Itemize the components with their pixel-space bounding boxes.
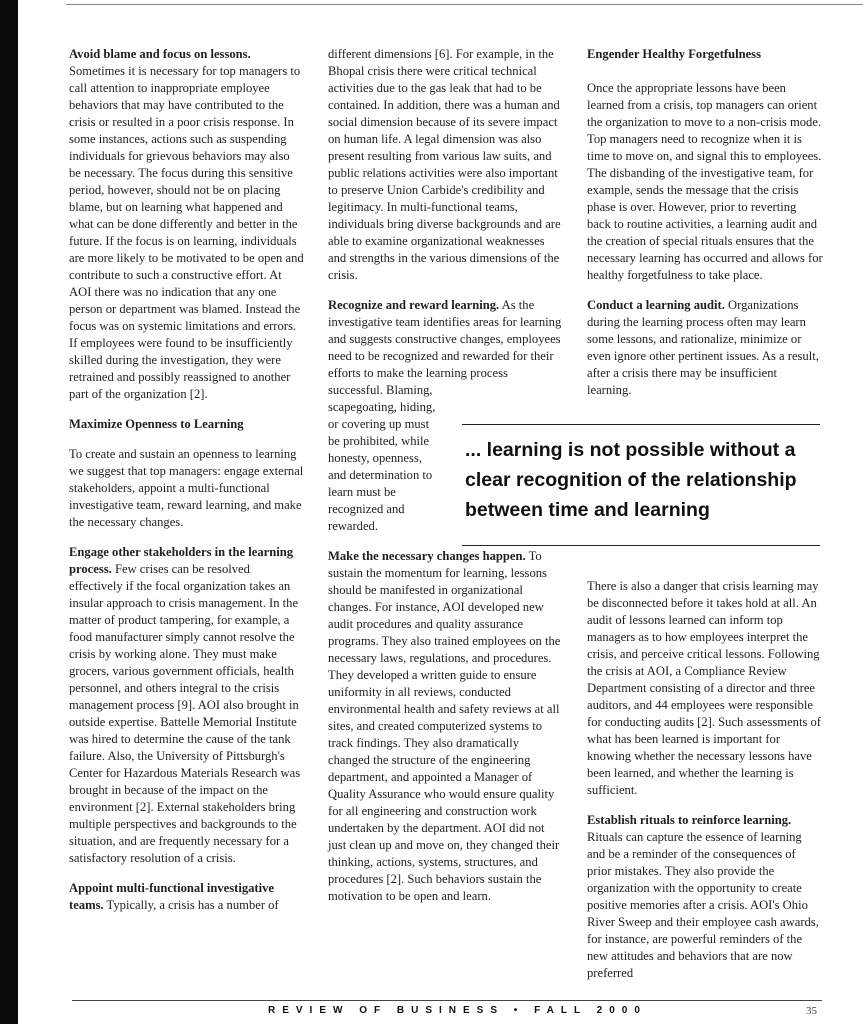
paragraph-openness: To create and sustain an openness to learning we suggest that top managers: engage external stakeholders, appoint a multi-functional investigative team, reward learning, and make the necessary changes. xyxy=(69,447,304,529)
top-rule xyxy=(66,4,863,5)
paragraph-text: To sustain the momentum for learning, lessons should be manifested in organizational changes. For instance, AOI developed new audit procedures and quality assurance programs. They also trained employees on the necessary laws, regulations, and procedures. They developed a written guide to ensure uniformity in all reviews, conducted environmental health and safety reviews at all sites, and created computerized systems to track findings. They also dramatically changed the structure of the engineering department, and appointed a Manager of Quality Assurance who would ensure quality for all engineering and construction work undertaken by the department. AOI did not just clean up and move on, they changed their thinking, actions, systems, structures, and procedures [2]. Such behaviors sustain the motivation to be open and learn. xyxy=(328,549,561,903)
paragraph-learning-audit xyxy=(587,297,823,399)
run-in-heading: Establish rituals to reinforce learning. xyxy=(587,813,792,827)
pull-quote-text: ... learning is not possible without a clear recognition of the relationship between time and learning xyxy=(465,439,797,521)
page-number: 35 xyxy=(806,1005,817,1017)
paragraph-text: Few crises can be resolved effectively if the focal organization takes an insular approach to crisis management. In the matter of product tampering, for example, a food manufacturer simply cannot resolve the crisis by working alone. They must make grocers, various government officials, health personnel, and others integral to the crisis management process [9]. AOI also brought in outside expertise. Battelle Memorial Institute was hired to determine the cause of the tank failure. Also, the University of Pittsburgh's Center for Hazardous Materials Research was brought in because of the impact on the environment [2]. External stakeholders bring multiple perspectives and backgrounds to the situation, and are frequently necessary for a satisfactory resolution of a crisis. xyxy=(69,562,301,865)
paragraph-text: Rituals can capture the essence of learning and be a reminder of the consequences of prior mistakes. They also provide the organization with the opportunity to create positive memories after a crisis. AOI's Ohio River Sweep and their employee cash awards, for instance, are powerful reminders of the new attitudes and behaviors that are now preferred xyxy=(587,830,819,980)
paragraph-dimensions: different dimensions [6]. For example, in the Bhopal crisis there were critical technical activities due to the gas leak that had to be contained. In addition, there was a human and social dimension because of its severe impact on human life. A legal dimension was also present resulting from various law suits, and public relations activities were also important to preserve Union Carbide's credibility and legitimacy. In multi-functional teams, individuals bring diverse backgrounds and are able to examine organizational weaknesses and strengths in the various dimensions of the crisis. xyxy=(328,47,561,282)
paragraph-forgetfulness: Once the appropriate lessons have been learned from a crisis, top managers can orient the organization to move to a non-crisis mode. Top managers need to recognize when it is time to move on, and signal this to employees. The disbanding of the investigative team, for example, sends the message that the crisis phase is over. However, prior to reverting back to routine activities, a learning audit and the creation of special rituals ensures that the necessary learning has occurred and allows for healthy forgetfulness to take place. xyxy=(587,81,823,282)
run-in-heading: Recognize and reward learning. xyxy=(328,298,500,312)
column-1 xyxy=(69,46,304,914)
section-heading: Engender Healthy Forgetfulness xyxy=(587,47,761,61)
run-in-heading: Engage other stakeholders in the learning process. xyxy=(69,545,294,576)
footer-rule xyxy=(72,1000,822,1001)
run-in-heading: Avoid blame and focus on lessons. xyxy=(69,47,251,61)
run-in-heading: Conduct a learning audit. xyxy=(587,298,725,312)
paragraph-text: As the investigative team identifies areas for learning and suggests constructive changes, employees need to be recognized and rewarded for their efforts to make the learning process xyxy=(328,298,562,380)
paragraph-investigative-teams xyxy=(69,880,304,914)
paragraph-avoid-blame xyxy=(69,46,304,403)
paragraph-changes xyxy=(328,548,563,905)
paragraph-rituals xyxy=(587,812,823,982)
paragraph-text: Sometimes it is necessary for top managers to call attention to inappropriate employee behaviors that may have contributed to the crisis or resulted in a poor crisis response. In some instances, actions such as suspending individuals for grievous behaviors may also be necessary. The focus during this sensitive period, however, should not be on placing blame, but on learning what happened and what can be done differently and better in the future. If the focus is on learning, individuals are more likely to be motivated to be open and contribute to such a constructive effort. At AOI there was no indication that any one person or department was blamed. Instead the focus was on systemic limitations and errors. If employees were found to be insufficiently skilled during the investigation, they were retrained and possibly reassigned to another part of the organization [2]. xyxy=(69,64,304,401)
paragraph-reward-continued: successful. Blaming, scapegoating, hiding, or covering up must be prohibited, while honesty, openness, and determination to learn must be recognized and rewarded. xyxy=(328,383,436,533)
paragraph-stakeholders xyxy=(69,544,304,867)
section-heading: Maximize Openness to Learning xyxy=(69,417,244,431)
run-in-heading: Make the necessary changes happen. xyxy=(328,549,526,563)
paragraph-text: Typically, a crisis has a number of xyxy=(106,898,279,912)
paragraph-reward-learning xyxy=(328,297,563,382)
pull-quote xyxy=(462,424,820,546)
paragraph-text: Organizations during the learning process often may learn some lessons, and rationalize, minimize or even ignore other pertinent issues. As a result, after a crisis there may be insufficient learning. xyxy=(587,298,819,397)
running-footer: REVIEW OF BUSINESS • FALL 2000 xyxy=(268,1005,647,1016)
paragraph-disconnect: There is also a danger that crisis learning may be disconnected before it takes hold at all. An audit of lessons learned can inform top managers as to how employees interpret the crisis, and perceive critical lessons. Following the crisis at AOI, a Compliance Review Department consisting of a director and three auditors, and 44 employees were responsible for conducting audits [2]. Such assessments of what has been learned is important for knowing whether the necessary lessons have been learned, and whether the learning is sufficient. xyxy=(587,579,821,797)
column-3 xyxy=(587,46,823,399)
run-in-heading: Appoint multi-functional investigative teams. xyxy=(69,881,275,912)
column-3-lower xyxy=(587,578,823,982)
page-edge-bar xyxy=(0,0,18,1024)
